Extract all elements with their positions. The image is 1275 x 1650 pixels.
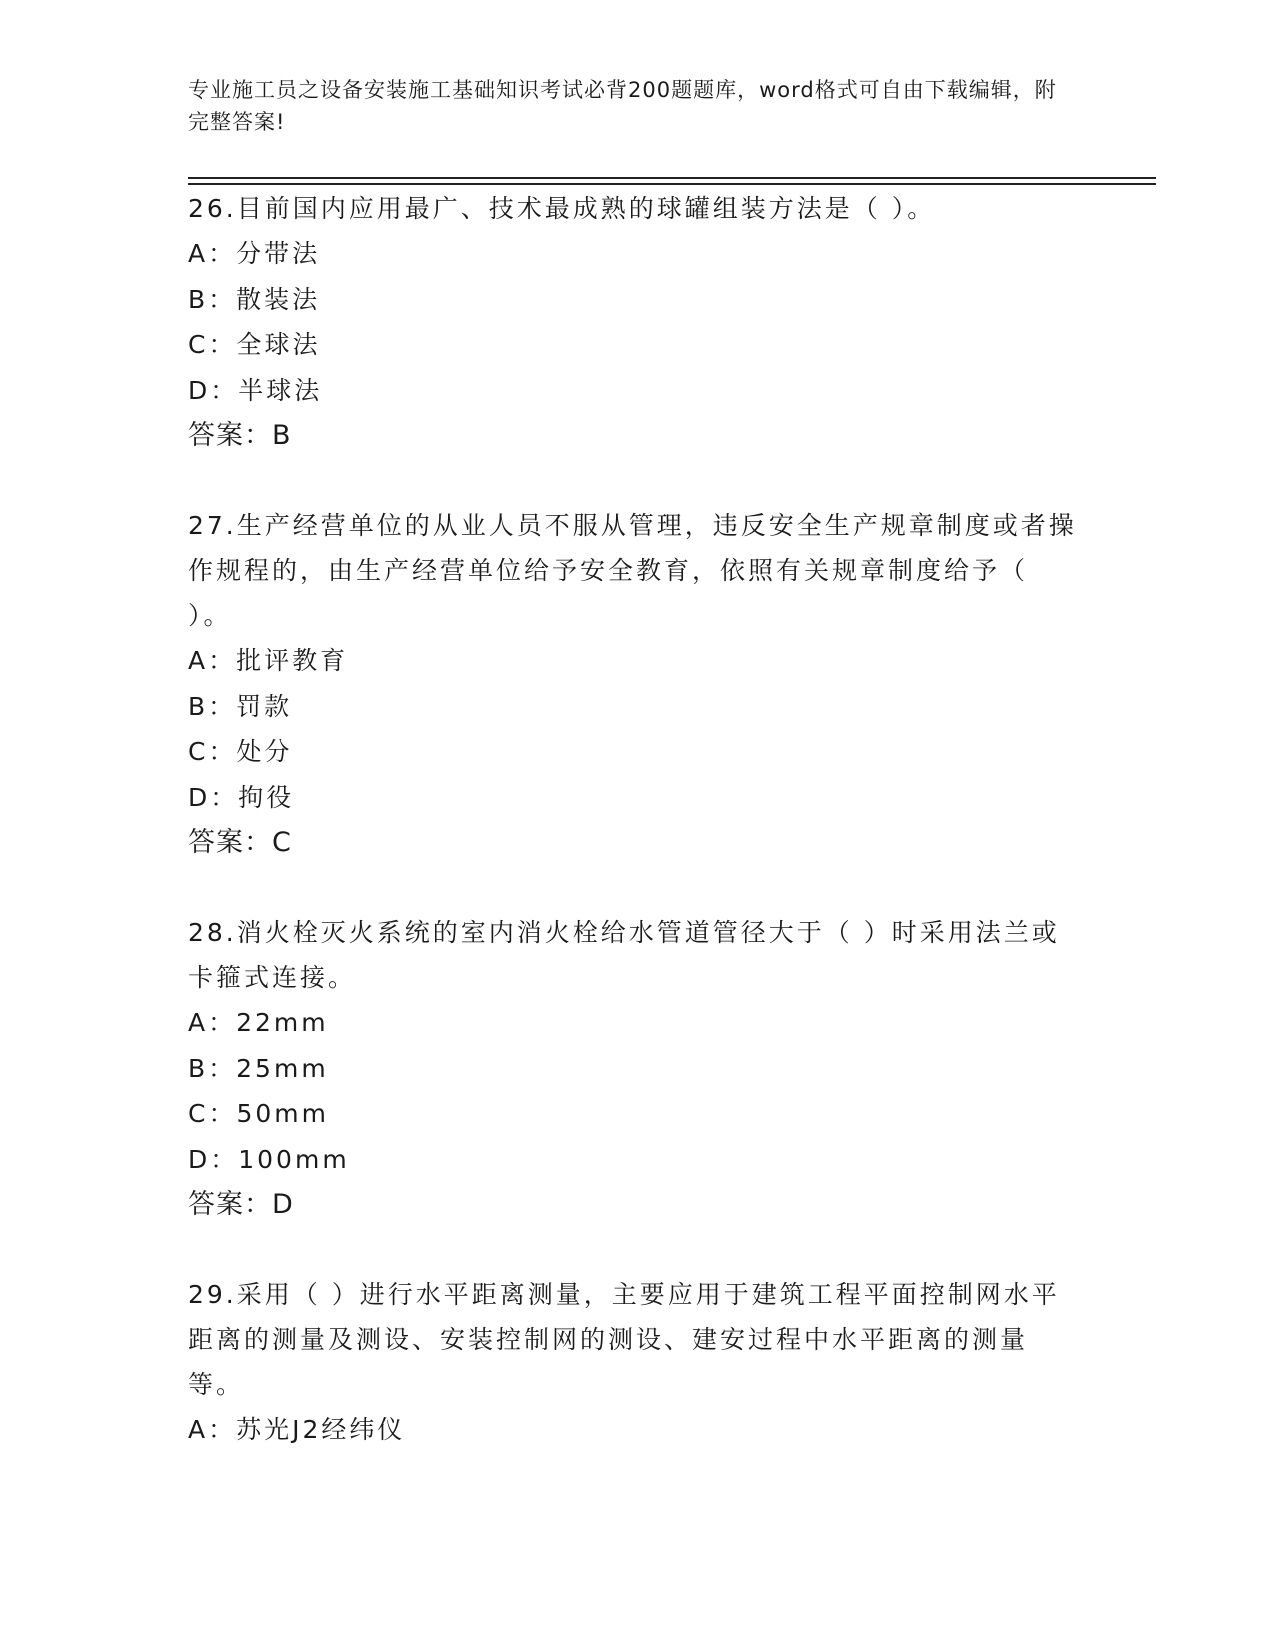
question-list <box>188 186 1078 1497</box>
question-text: 27.生产经营单位的从业人员不服从管理，违反安全生产规章制度或者操作规程的，由生产经营单位给予安全教育，依照有关规章制度给予（ ）。 <box>188 511 1077 630</box>
option-a: A：苏光J2经纬仪 <box>188 1415 406 1444</box>
option-c: C：50mm <box>188 1099 329 1128</box>
option-b: B：散装法 <box>188 284 321 314</box>
question-item-29 <box>188 1272 1078 1453</box>
option-b: B：25mm <box>188 1053 329 1083</box>
option-a: A：分带法 <box>188 239 321 268</box>
question-item-26 <box>188 186 1078 459</box>
answer-text: 答案：D <box>188 1189 294 1220</box>
question-item-28 <box>188 910 1078 1228</box>
option-b: B：罚款 <box>188 691 293 721</box>
option-a: A：批评教育 <box>188 646 349 675</box>
header-divider-top <box>188 177 1156 179</box>
option-a: A：22mm <box>188 1008 329 1037</box>
option-d: D：半球法 <box>188 375 323 405</box>
document-header-title: 专业施工员之设备安装施工基础知识考试必背200题题库，word格式可自由下载编辑，附完整答案! <box>188 78 1057 134</box>
answer-text: 答案：B <box>188 420 292 451</box>
option-c: C：全球法 <box>188 330 321 359</box>
question-text: 28.消火栓灭火系统的室内消火栓给水管道管径大于（ ）时采用法兰或卡箍式连接。 <box>188 918 1060 992</box>
header-divider-bottom <box>188 183 1156 185</box>
option-d: D：拘役 <box>188 782 295 812</box>
question-text: 29.采用（ ）进行水平距离测量，主要应用于建筑工程平面控制网水平距离的测量及测设、安装控制网的测设、建安过程中水平距离的测量等。 <box>188 1280 1060 1399</box>
option-d: D：100mm <box>188 1144 350 1174</box>
question-item-27 <box>188 503 1078 866</box>
option-c: C：处分 <box>188 737 293 766</box>
question-text: 26.目前国内应用最广、技术最成熟的球罐组装方法是（ ）。 <box>188 194 936 223</box>
answer-text: 答案：C <box>188 827 292 858</box>
